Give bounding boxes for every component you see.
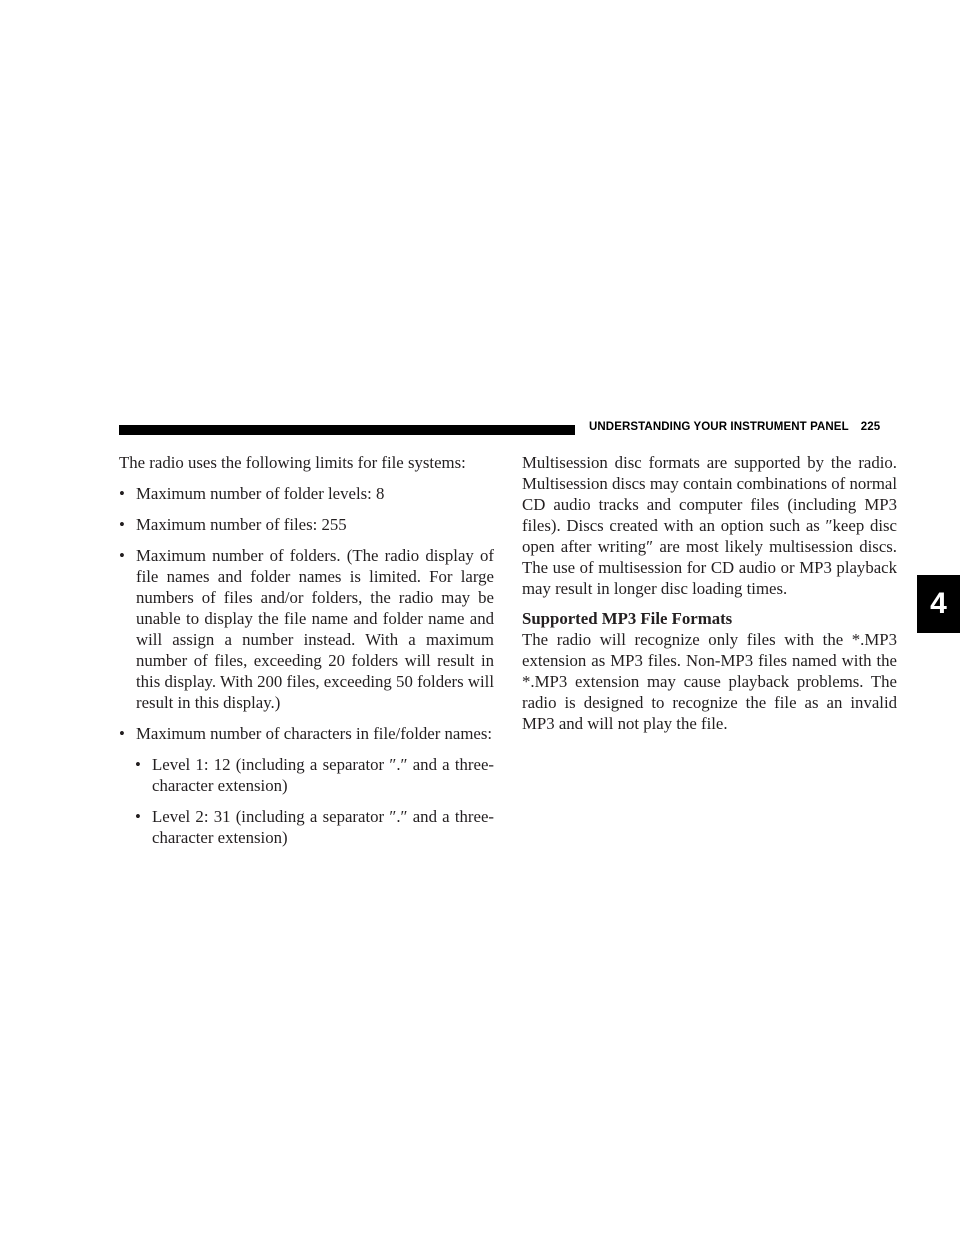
list-item [119, 723, 494, 744]
list-item-text: Maximum number of folder levels: 8 [136, 484, 385, 503]
bullet-icon: • [135, 807, 141, 826]
sub-list-item-text: Level 2: 31 (including a separator ″.″ and a three-character extension) [152, 807, 494, 847]
multisession-paragraph: Multisession disc formats are supported by the radio. Multisession discs may contain combinations of normal CD audio tracks and computer files (including MP3 files). Discs created with an option such as ″keep disc open after writing″ are most likely multisession discs. The use of multisession for CD audio or MP3 playback may result in longer disc loading times. [522, 453, 897, 598]
list-item [119, 483, 494, 504]
right-column [522, 452, 897, 734]
chapter-tab: 4 [917, 575, 960, 633]
sub-list-item [135, 806, 494, 848]
section-title: UNDERSTANDING YOUR INSTRUMENT PANEL [589, 421, 849, 433]
header-rule [119, 425, 575, 435]
bullet-icon: • [119, 724, 125, 743]
list-item-text: Maximum number of files: 255 [136, 515, 347, 534]
left-column [119, 452, 494, 848]
list-item [119, 514, 494, 535]
sub-list-item [135, 754, 494, 796]
list-item-text: Maximum number of folders. (The radio display of file names and folder names is limited. For large numbers of files and/or folders, the radio may be unable to display the file name and folder name and will assign a number instead. With a maximum number of files, exceeding 20 folders will result in this display. With 200 files, exceeding 50 folders will result in this display.) [136, 546, 494, 712]
page-number: 225 [860, 421, 881, 433]
bullet-icon: • [119, 515, 125, 534]
bullet-icon: • [119, 546, 125, 565]
bullet-icon: • [135, 755, 141, 774]
mp3-formats-paragraph: The radio will recognize only files with the *.MP3 extension as MP3 files. Non-MP3 files named with the *.MP3 extension may cause playback problems. The radio is designed to recognize the file as an invalid MP3 and will not play the file. [522, 630, 897, 733]
list-item [119, 545, 494, 713]
running-header [589, 421, 880, 433]
bullet-icon: • [119, 484, 125, 503]
list-item-text: Maximum number of characters in file/folder names: [136, 724, 493, 743]
intro-paragraph: The radio uses the following limits for file systems: [119, 453, 466, 472]
section-heading: Supported MP3 File Formats [522, 609, 733, 628]
sub-list-item-text: Level 1: 12 (including a separator ″.″ and a three-character extension) [152, 755, 494, 795]
